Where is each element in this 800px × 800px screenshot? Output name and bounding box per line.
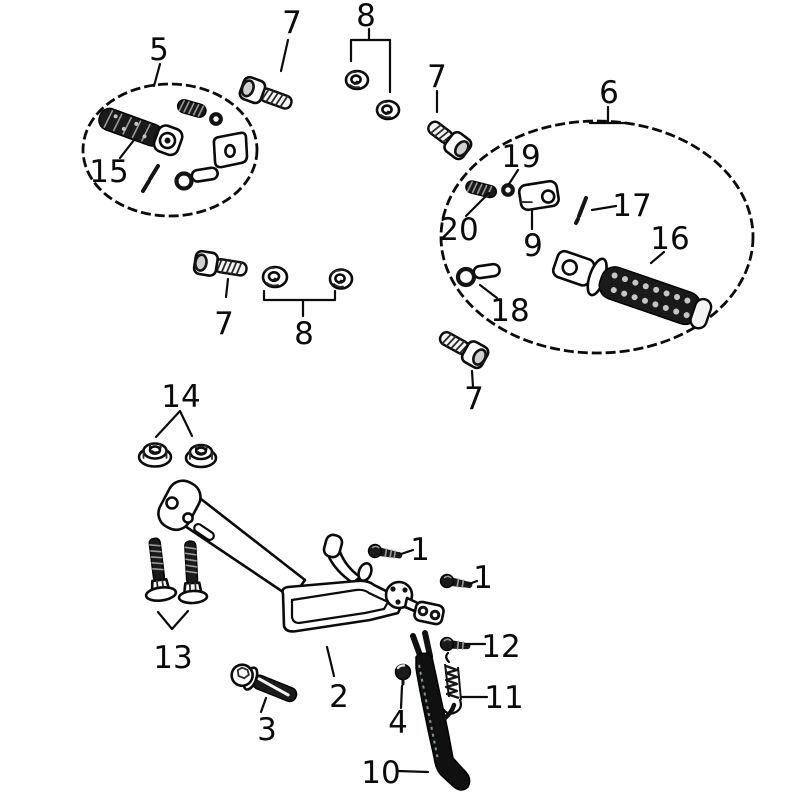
callout-label-3: 3	[257, 712, 277, 748]
flange-nut	[263, 267, 287, 287]
plate-in-circle-5	[214, 133, 247, 167]
bolt-flange	[179, 590, 208, 603]
callout-line-3	[261, 698, 266, 712]
flange-nut-large	[139, 444, 171, 467]
small-bolt-upper	[367, 543, 403, 562]
plate-hole	[431, 611, 439, 619]
side-stand-leg	[413, 633, 470, 790]
spring-in-circle-5	[176, 98, 207, 118]
callout-label-14: 14	[161, 379, 201, 415]
bolt-flange	[145, 586, 176, 603]
socket-bolt-mid-right	[435, 326, 490, 370]
callout-label-7d: 7	[464, 381, 484, 417]
mount-plate	[413, 601, 444, 625]
bolt-socket	[194, 254, 207, 272]
small-bolt-lower	[439, 573, 473, 591]
callout-line-7c	[226, 279, 228, 297]
hinge-plate	[518, 180, 559, 211]
washer	[503, 185, 513, 195]
stand-leg-body	[416, 653, 470, 790]
callout-line-7a	[281, 40, 288, 71]
hex-flange-bolt	[176, 540, 207, 603]
callout-label-13: 13	[153, 640, 193, 676]
callout-label-6: 6	[599, 75, 619, 111]
callout-label-11: 11	[484, 680, 524, 716]
callout-bracket-8b	[264, 291, 335, 316]
callout-line-13	[158, 611, 188, 629]
flange-nut	[330, 270, 352, 289]
flange-nut	[377, 101, 399, 119]
callout-label-10: 10	[361, 755, 401, 791]
callout-label-7b: 7	[427, 59, 447, 95]
washer-in-circle-5	[211, 114, 221, 124]
eye-bolt	[458, 263, 500, 285]
callout-label-9: 9	[523, 228, 543, 264]
callout-lines	[120, 29, 664, 772]
socket-bolt-top-right	[423, 115, 474, 161]
ball-stud	[396, 665, 411, 685]
pin-in-circle-5	[143, 166, 158, 191]
callout-label-12: 12	[481, 629, 521, 665]
callout-label-8a: 8	[356, 0, 376, 34]
footpeg-right	[549, 245, 715, 334]
callout-label-15: 15	[89, 154, 129, 190]
hex-flange-bolt	[139, 537, 176, 603]
callout-label-4: 4	[388, 705, 408, 741]
callout-line-10	[398, 771, 428, 772]
ear-tab	[356, 561, 373, 582]
paddle-hole	[167, 498, 178, 509]
callout-label-7c: 7	[214, 306, 234, 342]
pin	[576, 198, 586, 223]
footpeg-left	[95, 103, 184, 157]
callout-label-1b: 1	[473, 560, 493, 596]
callout-label-19: 19	[501, 139, 541, 175]
socket-bolt-mid-left	[193, 250, 248, 281]
callout-label-18: 18	[490, 293, 530, 329]
spring-small	[465, 180, 498, 199]
flange-nut-large	[186, 445, 216, 467]
callout-label-5: 5	[149, 32, 169, 68]
callout-label-17: 17	[612, 188, 652, 224]
callout-label-1a: 1	[410, 532, 430, 568]
paddle-hole	[183, 513, 192, 522]
callout-label-20: 20	[439, 212, 479, 248]
callout-line-2	[327, 647, 334, 676]
callout-label-7a: 7	[282, 5, 302, 41]
plate-hole	[419, 607, 427, 615]
footpeg-body	[595, 263, 704, 328]
callout-label-8b: 8	[294, 316, 314, 352]
callout-label-16: 16	[650, 221, 690, 257]
flange-nut	[346, 71, 368, 89]
callout-label-2: 2	[329, 679, 349, 715]
socket-bolt-top-left	[238, 76, 295, 115]
eye-bolt-in-circle-5	[177, 167, 219, 189]
